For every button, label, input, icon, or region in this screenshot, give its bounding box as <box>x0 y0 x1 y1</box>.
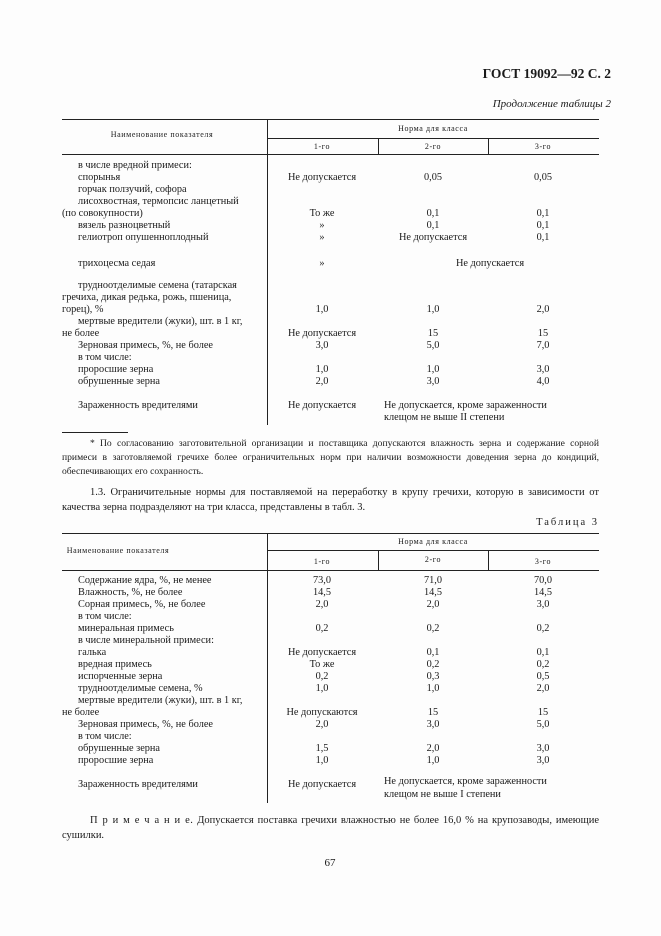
table-row-label: не более <box>62 328 100 339</box>
column-header-class-1: 1-го <box>313 142 331 151</box>
table-cell: 0,1 <box>426 647 440 658</box>
table-cell: Не допускается <box>287 779 357 790</box>
table-row-label: трудноотделимые семена, % <box>78 683 203 694</box>
table-cell: 2,0 <box>315 599 329 610</box>
table-cell: 1,0 <box>315 755 329 766</box>
table-row-label: Зерновая примесь, %, не более <box>78 719 213 730</box>
table-cell: 2,0 <box>426 599 440 610</box>
table-row-label: Содержание ядра, %, не менее <box>78 575 212 586</box>
table-cell: Не допускается <box>287 328 357 339</box>
table-cell: 0,1 <box>536 232 550 243</box>
table-cell: 0,05 <box>533 172 553 183</box>
table-cell: 0,2 <box>536 623 550 634</box>
table-cell-merged: Не допускается, кроме зараженности <box>384 776 547 787</box>
table-row-label: в числе вредной примеси: <box>78 160 192 171</box>
table-row-label: испорченные зерна <box>78 671 163 682</box>
page-header: ГОСТ 19092—92 С. 2 <box>482 66 611 81</box>
column-header-class-3: 3-го <box>534 557 552 566</box>
column-header-class-1: 1-го <box>313 557 331 566</box>
table-cell: 3,0 <box>426 376 440 387</box>
table-cell: 0,2 <box>315 671 329 682</box>
table-row-label: в том числе: <box>78 731 132 742</box>
table-cell: 3,0 <box>536 599 550 610</box>
table-cell: 5,0 <box>536 719 550 730</box>
table-row-label: Зараженность вредителями <box>78 779 198 790</box>
table-row-label: Влажность, %, не более <box>78 587 183 598</box>
table-row-label: (по совокупности) <box>62 208 143 219</box>
table-row-label: в числе минеральной примеси: <box>78 635 214 646</box>
table-cell: 14,5 <box>423 587 443 598</box>
table-cell: 0,3 <box>426 671 440 682</box>
table-cell: 2,0 <box>315 719 329 730</box>
table-cell-merged: Не допускается, кроме зараженности <box>384 400 547 411</box>
footnote-rule <box>62 432 128 433</box>
table-cell: 3,0 <box>426 719 440 730</box>
table-cell: 15 <box>537 328 549 339</box>
table-row-label: проросшие зерна <box>78 364 154 375</box>
table-row-label: проросшие зерна <box>78 755 154 766</box>
table-row-label: в том числе: <box>78 611 132 622</box>
table-cell: Не допускается <box>287 400 357 411</box>
table-cell: 15 <box>427 328 439 339</box>
table-row-label: трихоцесма седая <box>78 258 156 269</box>
table-cell: » <box>319 258 325 269</box>
table-cell: 1,0 <box>426 304 440 315</box>
table-cell: » <box>319 220 325 231</box>
table-cell: 0,2 <box>315 623 329 634</box>
table-cell: 0,05 <box>423 172 443 183</box>
table-row-label: мертвые вредители (жуки), шт. в 1 кг, <box>78 695 243 706</box>
table-cell: Не допускается <box>287 647 357 658</box>
column-header-name: Наименование показателя <box>110 130 214 139</box>
table-row-label: не более <box>62 707 100 718</box>
table-row-label: гелиотроп опушенноплодный <box>78 232 209 243</box>
table-row-label: галька <box>78 647 107 658</box>
column-header-class-3: 3-го <box>534 142 552 151</box>
table-cell: 0,5 <box>536 671 550 682</box>
table-cell: 3,0 <box>315 340 329 351</box>
table-row-label: в том числе: <box>78 352 132 363</box>
table-cell: 1,0 <box>315 364 329 375</box>
table-3-caption: Таблица 3 <box>536 517 599 528</box>
table-row-label: горец), % <box>62 304 104 315</box>
column-header-class-2: 2-го <box>424 555 442 564</box>
table-cell-merged: клещом не выше II степени <box>384 412 505 423</box>
column-header-norm: Норма для класса <box>398 537 468 546</box>
table-cell: » <box>319 232 325 243</box>
column-header-norm: Норма для класса <box>398 124 468 133</box>
table-row-label: трудноотделимые семена (татарская <box>78 280 237 291</box>
table-cell: 1,0 <box>315 683 329 694</box>
table-cell: Не допускается <box>287 172 357 183</box>
table-cell: 3,0 <box>536 743 550 754</box>
table-cell: 1,0 <box>315 304 329 315</box>
table-cell: 2,0 <box>536 683 550 694</box>
table-cell: 15 <box>427 707 439 718</box>
table-row-label: гречиха, дикая редька, рожь, пшеница, <box>62 292 232 303</box>
table-cell: 0,1 <box>426 208 440 219</box>
table-row-label: Зерновая примесь, %, не более <box>78 340 213 351</box>
table-cell: 0,2 <box>426 659 440 670</box>
table-cell: 1,0 <box>426 364 440 375</box>
table-continuation-caption: Продолжение таблицы 2 <box>492 98 611 110</box>
table-cell: 0,2 <box>536 659 550 670</box>
table-cell: 5,0 <box>426 340 440 351</box>
table-row-label: обрушенные зерна <box>78 743 160 754</box>
table-cell: 2,0 <box>426 743 440 754</box>
table-cell: 4,0 <box>536 376 550 387</box>
table-cell: 1,5 <box>315 743 329 754</box>
paragraph-1-3: 1.3. Ограничительные нормы для поставляемой на переработку в крупу гречихи, которую в зависимости от качества зерна подразделяют на три класса, представлены в табл. 3. <box>62 487 599 513</box>
table-cell: 0,1 <box>536 220 550 231</box>
table-row-label: Зараженность вредителями <box>78 400 198 411</box>
table-cell: То же <box>309 659 335 670</box>
table-row-label: мертвые вредители (жуки), шт. в 1 кг, <box>78 316 243 327</box>
table-row-label: минеральная примесь <box>78 623 174 634</box>
table-cell: Не допускается <box>398 232 468 243</box>
note-prefix: П р и м е ч а н и е. <box>90 815 194 826</box>
table-row-label: обрушенные зерна <box>78 376 160 387</box>
table-row-label: лисохвостная, термопсис ланцетный <box>78 196 239 207</box>
table-note <box>62 813 599 843</box>
table-cell: 1,0 <box>426 683 440 694</box>
table-cell: 7,0 <box>536 340 550 351</box>
column-header-class-2: 2-го <box>424 142 442 151</box>
table-cell: 1,0 <box>426 755 440 766</box>
table-cell: 2,0 <box>536 304 550 315</box>
table-cell: 2,0 <box>315 376 329 387</box>
table-cell: Не допускаются <box>286 707 358 718</box>
table-cell: 0,2 <box>426 623 440 634</box>
column-header-name: Наименование показателя <box>66 546 170 555</box>
table-cell: 0,1 <box>426 220 440 231</box>
table-cell: 0,1 <box>536 647 550 658</box>
table-cell: 3,0 <box>536 755 550 766</box>
table-cell: 14,5 <box>533 587 553 598</box>
table-row-label: вредная примесь <box>78 659 152 670</box>
page-number: 67 <box>324 857 336 869</box>
table-cell: 0,1 <box>536 208 550 219</box>
table-cell: 3,0 <box>536 364 550 375</box>
table-cell-merged: Не допускается <box>455 258 525 269</box>
table-cell-merged: клещом не выше I степени <box>384 789 501 800</box>
table-row-label: горчак ползучий, софора <box>78 184 187 195</box>
table-cell: 71,0 <box>423 575 443 586</box>
note-text: Допускается поставка гречихи влажностью не более 16,0 % на крупозаводы, имеющие сушилки. <box>62 815 599 841</box>
table-cell: 70,0 <box>533 575 553 586</box>
table-cell: 73,0 <box>312 575 332 586</box>
table-cell: 15 <box>537 707 549 718</box>
table-row-label: вязель разноцветный <box>78 220 171 231</box>
table-cell: 14,5 <box>312 587 332 598</box>
footnote: * По согласованию заготовительной организации и поставщика допускаются влажность зерна и содержание сорной примеси в заготовляемой гречихе более ограничительных норм при наличии возможности доведения зерна до кондиций, обеспечивающих его сохранность. <box>62 438 599 477</box>
table-row-label: Сорная примесь, %, не более <box>78 599 206 610</box>
table-row-label: спорынья <box>78 172 121 183</box>
table-cell: То же <box>309 208 335 219</box>
